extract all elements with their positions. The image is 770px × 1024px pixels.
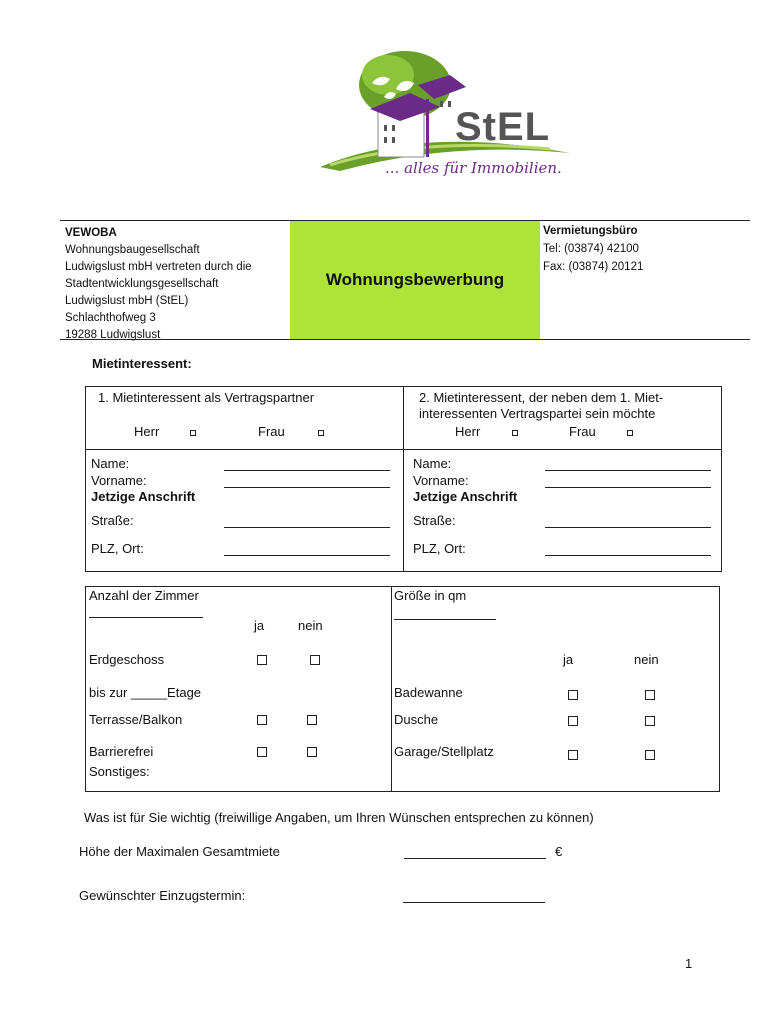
erdgeschoss-label: Erdgeschoss	[89, 652, 165, 667]
dusche-nein-checkbox[interactable]	[645, 716, 655, 726]
tenant2-herr-label: Herr	[455, 424, 481, 439]
euro-sign: €	[555, 844, 563, 859]
miete-label: Höhe der Maximalen Gesamtmiete	[79, 844, 280, 859]
tenant1-anschrift-label: Jetzige Anschrift	[91, 489, 196, 504]
tenant2-name-label: Name:	[413, 456, 452, 471]
einzug-field[interactable]	[403, 902, 545, 903]
tenant2-heading-line2: interessenten Vertragspartei sein möchte	[419, 406, 656, 421]
tenant2-vorname-label: Vorname:	[413, 473, 469, 488]
tenant1-separator	[86, 449, 403, 450]
sonstiges-label: Sonstiges:	[89, 764, 150, 779]
tenant1-strasse-label: Straße:	[91, 513, 134, 528]
tenant2-name-field[interactable]	[545, 470, 711, 471]
zimmer-field[interactable]	[89, 617, 203, 618]
tenant2-separator	[404, 449, 721, 450]
tenant1-name-label: Name:	[91, 456, 130, 471]
terrasse-nein-checkbox[interactable]	[307, 715, 317, 725]
company-line: Ludwigslust mbH vertreten durch die	[65, 261, 252, 273]
company-name: VEWOBA	[65, 227, 117, 239]
logo	[300, 45, 590, 185]
right-ja-header: ja	[563, 652, 574, 667]
office-title: Vermietungsbüro	[543, 225, 638, 237]
tenant1-herr-label: Herr	[134, 424, 160, 439]
tenant1-heading: 1. Mietinteressent als Vertragspartner	[98, 390, 315, 405]
company-line: Wohnungsbaugesellschaft	[65, 244, 200, 256]
tenant2-plz-label: PLZ, Ort:	[413, 541, 466, 556]
tenant2-vorname-field[interactable]	[545, 487, 711, 488]
garage-label: Garage/Stellplatz	[394, 744, 494, 759]
office-fax: Fax: (03874) 20121	[543, 261, 644, 273]
garage-ja-checkbox[interactable]	[568, 750, 578, 760]
barrierefrei-ja-checkbox[interactable]	[257, 747, 267, 757]
garage-nein-checkbox[interactable]	[645, 750, 655, 760]
dusche-ja-checkbox[interactable]	[568, 716, 578, 726]
logo-tagline: ... alles für Immobilien.	[385, 159, 562, 177]
groesse-field[interactable]	[394, 619, 496, 620]
title-panel	[290, 221, 540, 339]
tenant1-herr-checkbox[interactable]	[190, 430, 196, 436]
erdgeschoss-nein-checkbox[interactable]	[310, 655, 320, 665]
erdgeschoss-ja-checkbox[interactable]	[257, 655, 267, 665]
barrierefrei-label: Barrierefrei	[89, 744, 154, 759]
dusche-label: Dusche	[394, 712, 439, 727]
miete-field[interactable]	[404, 858, 546, 859]
tenant2-frau-label: Frau	[569, 424, 596, 439]
header-right-block	[543, 223, 643, 276]
company-line: Stadtentwicklungsgesellschaft	[65, 278, 219, 290]
wichtig-text: Was ist für Sie wichtig (freiwillige Angaben, um Ihren Wünschen entsprechen zu können)	[84, 810, 594, 825]
tenant1-vorname-field[interactable]	[224, 487, 390, 488]
badewanne-label: Badewanne	[394, 685, 463, 700]
barrierefrei-nein-checkbox[interactable]	[307, 747, 317, 757]
badewanne-nein-checkbox[interactable]	[645, 690, 655, 700]
logo-brand: StEL	[455, 105, 551, 149]
etage-label: bis zur _____Etage	[89, 685, 202, 700]
groesse-label: Größe in qm	[394, 588, 467, 603]
preferences-divider	[391, 586, 392, 792]
tenant1-plz-label: PLZ, Ort:	[91, 541, 144, 556]
company-line: Schlachthofweg 3	[65, 312, 156, 324]
tenant1-frau-checkbox[interactable]	[318, 430, 324, 436]
tenant-divider	[403, 386, 404, 572]
tenant1-frau-label: Frau	[258, 424, 285, 439]
einzug-label: Gewünschter Einzugstermin:	[79, 888, 246, 903]
company-line: Ludwigslust mbH (StEL)	[65, 295, 189, 307]
tenant1-name-field[interactable]	[224, 470, 390, 471]
tenant2-strasse-label: Straße:	[413, 513, 456, 528]
badewanne-ja-checkbox[interactable]	[568, 690, 578, 700]
tenant2-frau-checkbox[interactable]	[627, 430, 633, 436]
tenant2-heading-line1: 2. Mietinteressent, der neben dem 1. Miet-	[419, 390, 664, 405]
tenant2-plz-field[interactable]	[545, 555, 711, 556]
page-number: 1	[685, 956, 693, 971]
form-title: Wohnungsbewerbung	[325, 270, 505, 289]
tenant2-strasse-field[interactable]	[545, 527, 711, 528]
left-nein-header: nein	[298, 618, 323, 633]
zimmer-label: Anzahl der Zimmer	[89, 588, 199, 603]
left-ja-header: ja	[254, 618, 265, 633]
header-left-block	[65, 225, 290, 344]
tenant2-herr-checkbox[interactable]	[512, 430, 518, 436]
terrasse-ja-checkbox[interactable]	[257, 715, 267, 725]
right-nein-header: nein	[634, 652, 659, 667]
section-title: Mietinteressent:	[92, 356, 192, 371]
tenant2-anschrift-label: Jetzige Anschrift	[413, 489, 518, 504]
tenant1-plz-field[interactable]	[224, 555, 390, 556]
tenant1-vorname-label: Vorname:	[91, 473, 147, 488]
tenant1-strasse-field[interactable]	[224, 527, 390, 528]
company-line: 19288 Ludwigslust	[65, 329, 161, 341]
office-tel: Tel: (03874) 42100	[543, 243, 639, 255]
terrasse-label: Terrasse/Balkon	[89, 712, 183, 727]
